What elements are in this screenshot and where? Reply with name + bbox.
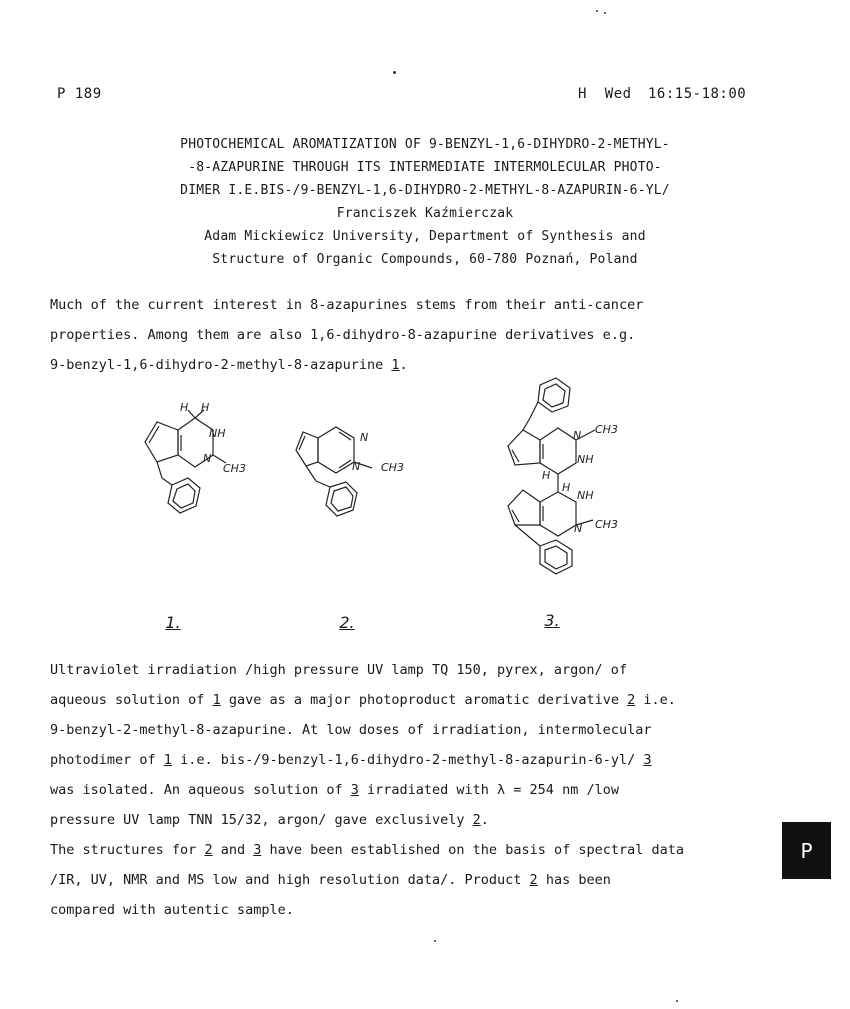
structure-1 [145, 401, 246, 513]
svg-text:H: H [562, 481, 571, 494]
title-line-1: PHOTOCHEMICAL AROMATIZATION OF 9-BENZYL-1,6-DIHYDRO-2-METHYL- [180, 137, 670, 152]
compound-ref: 2 [627, 692, 636, 708]
structure-label-2: 2. [339, 613, 355, 632]
title-line-2: -8-AZAPURINE THROUGH ITS INTERMEDIATE INTERMOLECULAR PHOTO- [188, 160, 662, 175]
svg-text:N: N [203, 452, 212, 465]
structure-3 [508, 378, 618, 574]
body-line-1: Ultraviolet irradiation /high pressure UV lamp TQ 150, pyrex, argon/ of [50, 662, 628, 678]
body-line-2: aqueous solution of 1 gave as a major photoproduct aromatic derivative 2 i.e. [50, 692, 676, 708]
benzene-ring [168, 478, 200, 513]
body-line-7: The structures for 2 and 3 have been established on the basis of spectral data [50, 842, 684, 858]
scan-speck [434, 940, 436, 942]
affiliation-line-1: Adam Mickiewicz University, Department of Synthesis and [204, 229, 646, 244]
body-line-3: 9-benzyl-2-methyl-8-azapurine. At low doses of irradiation, intermolecular [50, 722, 652, 738]
svg-text:CH3: CH3 [595, 518, 618, 531]
svg-text:NH: NH [577, 453, 594, 466]
session-day: H Wed [578, 86, 632, 102]
svg-text:H: H [180, 401, 189, 414]
session-time: 16:15-18:00 [648, 86, 747, 102]
intro-line-3: 9-benzyl-1,6-dihydro-2-methyl-8-azapurine 1. [50, 357, 408, 373]
compound-ref: 2 [472, 812, 481, 828]
svg-text:NH: NH [577, 489, 594, 502]
compound-ref: 3 [643, 752, 652, 768]
body-line-8: /IR, UV, NMR and MS low and high resolution data/. Product 2 has been [50, 872, 611, 888]
body-line-6: pressure UV lamp TNN 15/32, argon/ gave exclusively 2. [50, 812, 489, 828]
pyrimidine-ring [540, 492, 576, 536]
svg-text:CH3: CH3 [223, 462, 246, 475]
scan-speck [676, 1000, 678, 1002]
pyrimidine-ring [318, 427, 354, 473]
author-name: Franciszek Kaźmierczak [336, 206, 514, 221]
svg-text:N: N [352, 460, 361, 473]
triazole-ring [508, 490, 540, 525]
compound-ref: 1 [391, 357, 400, 373]
svg-text:N: N [360, 431, 369, 444]
triazole-ring [508, 430, 540, 465]
svg-text:CH3: CH3 [381, 461, 404, 474]
svg-text:H: H [542, 469, 551, 482]
affiliation-line-2: Structure of Organic Compounds, 60-780 Poznań, Poland [212, 252, 638, 267]
compound-ref: 2 [529, 872, 538, 888]
pyrimidine-ring [540, 428, 576, 474]
svg-text:H: H [201, 401, 210, 414]
structure-label-3: 3. [544, 611, 560, 630]
body-line-9: compared with autentic sample. [50, 902, 294, 918]
body-paragraph [50, 655, 684, 925]
section-tab: P [782, 822, 831, 879]
compound-ref: 3 [350, 782, 359, 798]
title-line-3: DIMER I.E.BIS-/9-BENZYL-1,6-DIHYDRO-2-METHYL-8-AZAPURIN-6-YL/ [180, 183, 670, 198]
svg-text:NH: NH [209, 427, 226, 440]
compound-ref: 2 [204, 842, 213, 858]
body-line-4: photodimer of 1 i.e. bis-/9-benzyl-1,6-dihydro-2-methyl-8-azapurin-6-yl/ 3 [50, 752, 652, 768]
abstract-code: P 189 [57, 86, 102, 102]
compound-ref: 1 [163, 752, 172, 768]
svg-text:CH3: CH3 [595, 423, 618, 436]
structure-label-1: 1. [165, 613, 181, 632]
intro-line-2: properties. Among them are also 1,6-dihydro-8-azapurine derivatives e.g. [50, 327, 636, 343]
svg-text:N: N [574, 522, 583, 535]
compound-ref: 3 [253, 842, 262, 858]
body-line-5: was isolated. An aqueous solution of 3 irradiated with λ = 254 nm /low [50, 782, 619, 798]
svg-text:N: N [573, 429, 582, 442]
compound-ref: 1 [212, 692, 221, 708]
intro-line-1: Much of the current interest in 8-azapurines stems from their anti-cancer [50, 297, 644, 313]
structure-2 [296, 427, 404, 516]
